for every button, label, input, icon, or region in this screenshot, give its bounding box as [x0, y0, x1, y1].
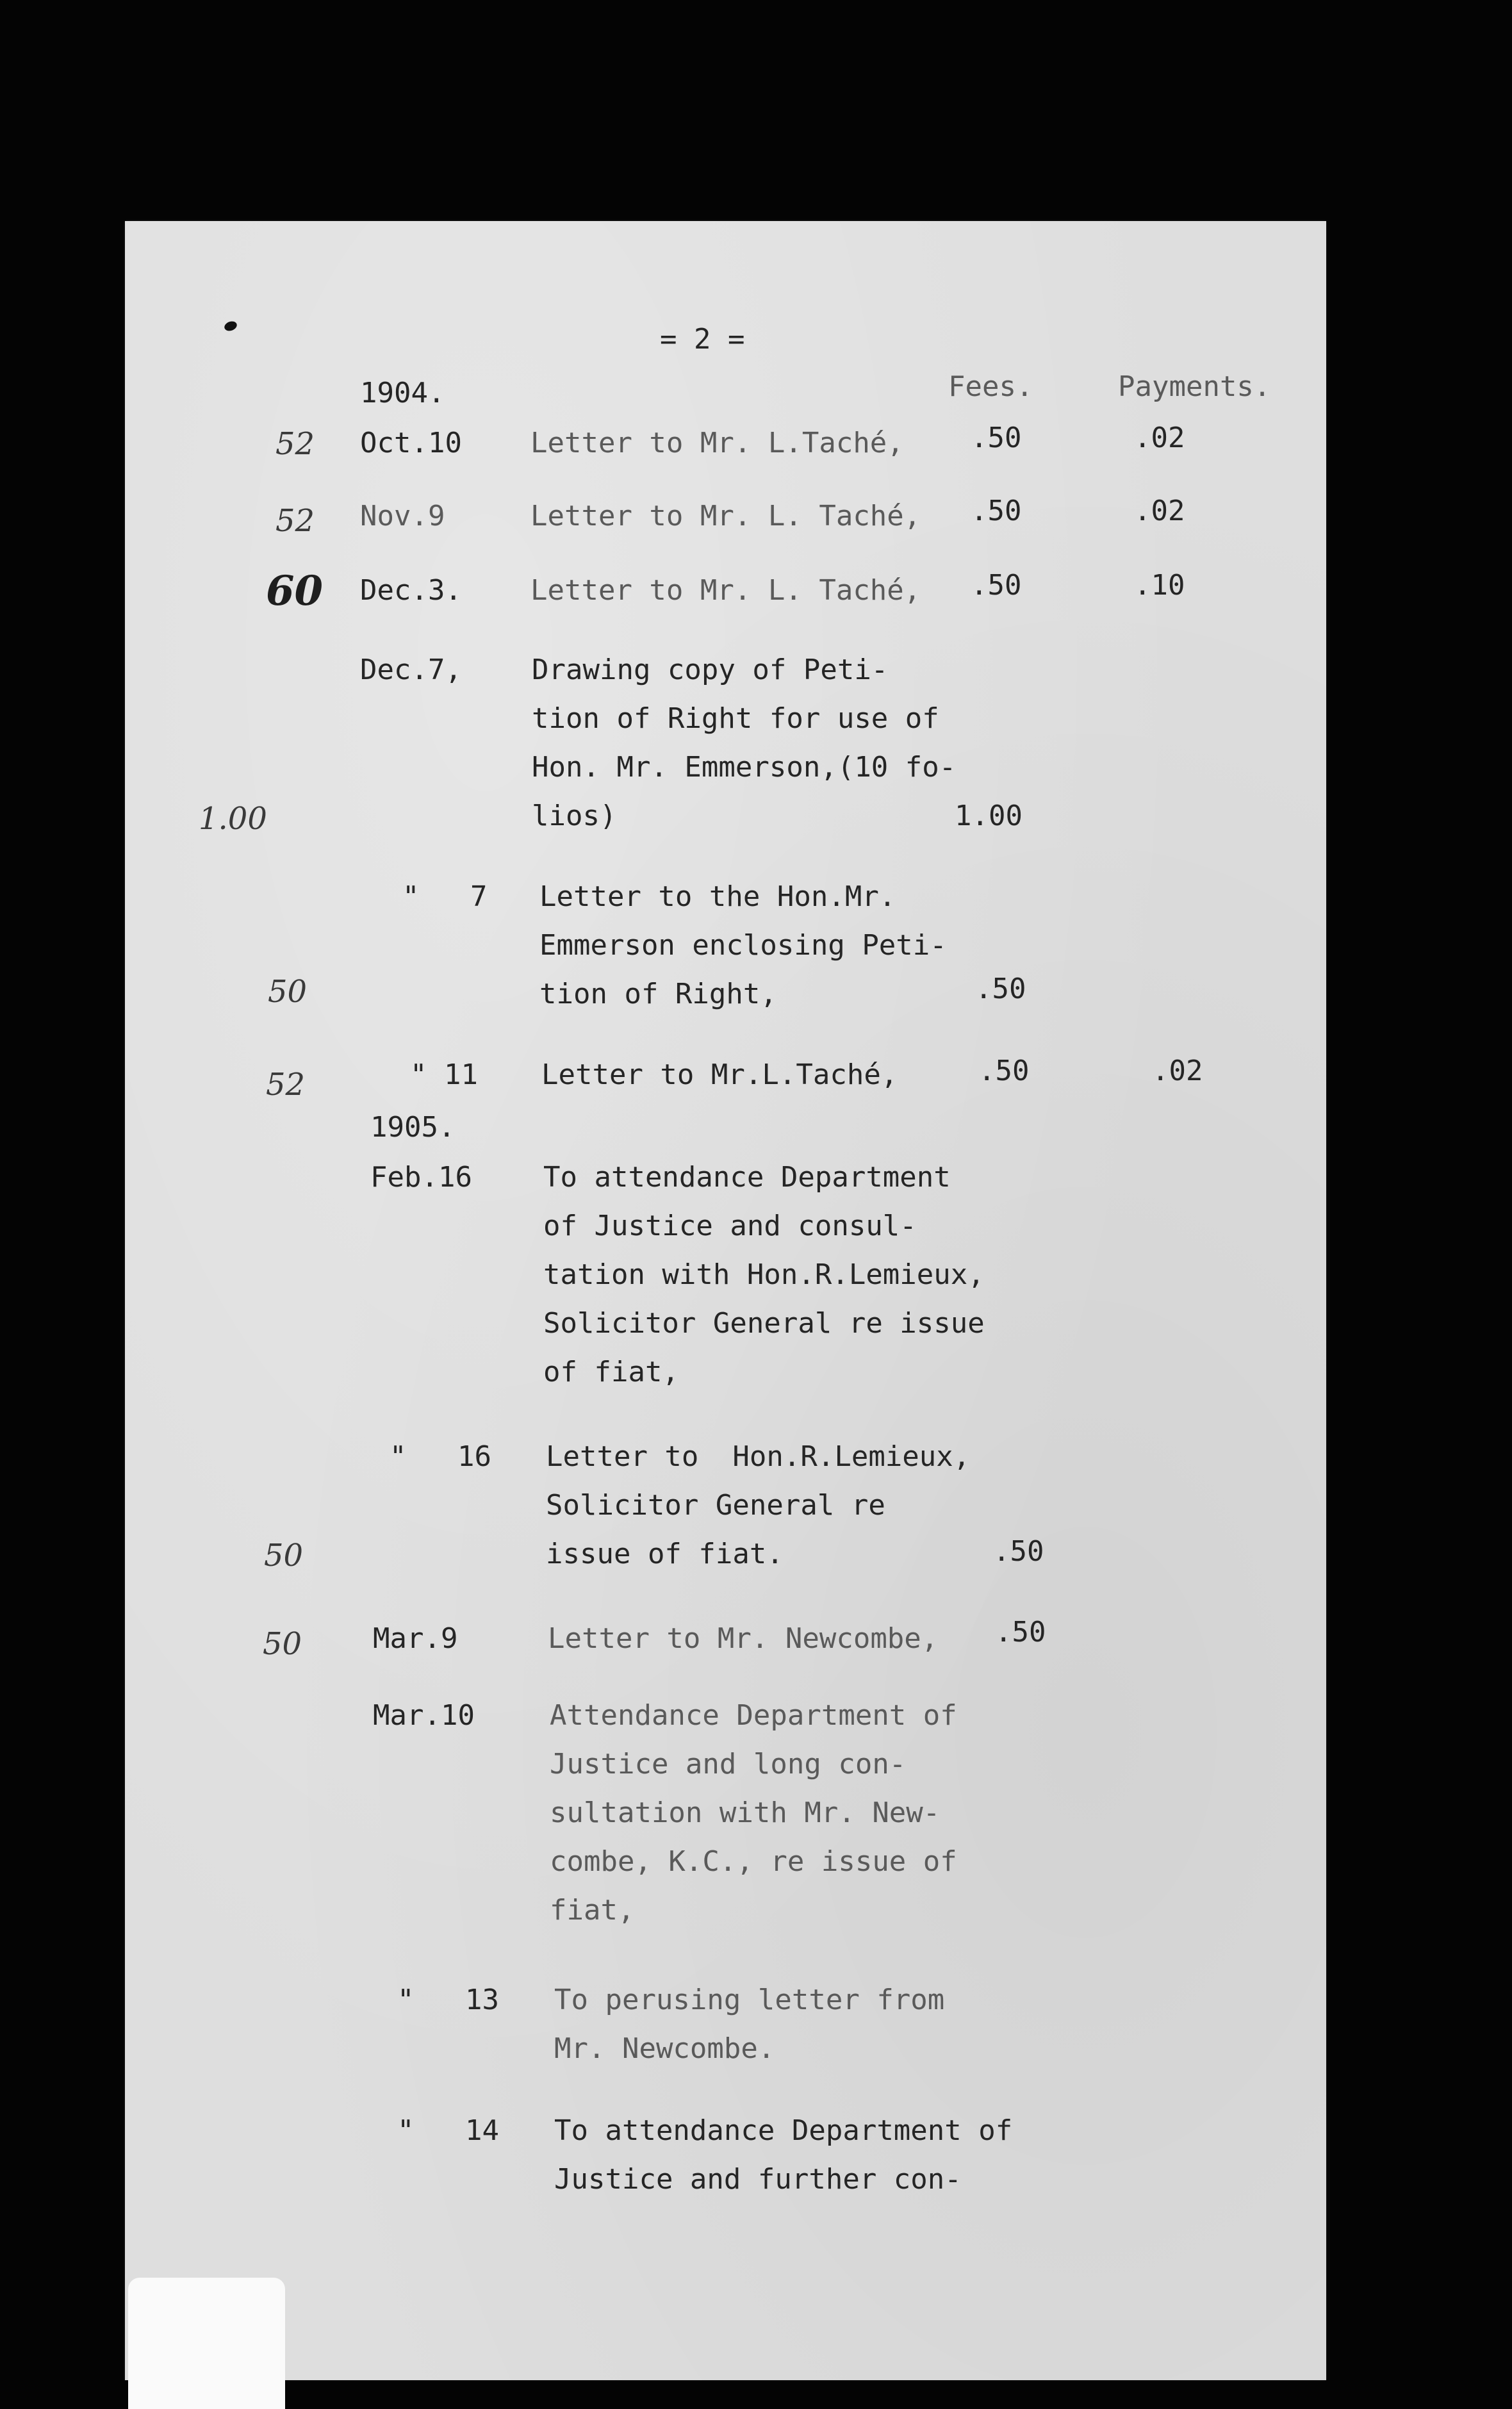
margin-note: 50: [263, 1626, 302, 1662]
entry-description-line: tation with Hon.R.Lemieux,: [543, 1258, 985, 1291]
entry-date: Dec.3.: [360, 574, 462, 607]
margin-note: 52: [275, 426, 315, 462]
entry-description: Letter to Mr. Newcombe,: [548, 1622, 939, 1655]
film-leader-tab: [128, 2278, 285, 2409]
entry-description: Letter to Mr. L. Taché,: [530, 500, 921, 532]
entry-date: " 14: [397, 2114, 499, 2147]
entry-description: Letter to Mr. L.Taché,: [530, 427, 904, 459]
margin-note: 52: [266, 1067, 306, 1103]
entry-payment: .10: [1134, 569, 1185, 602]
year-heading-1905: 1905.: [370, 1111, 456, 1144]
entry-description-line: Letter to the Hon.Mr.: [539, 880, 896, 913]
entry-fee: .50: [971, 422, 1022, 454]
payments-column-heading: Payments.: [1118, 370, 1271, 403]
entry-fee: .50: [993, 1535, 1044, 1568]
entry-date: " 16: [390, 1440, 491, 1473]
entry-description-line: To attendance Department: [543, 1161, 951, 1194]
entry-description-line: Letter to Mr.L.Taché,: [541, 1058, 898, 1091]
entry-date: Mar.10: [373, 1699, 475, 1732]
entry-date: Nov.9: [360, 500, 445, 532]
margin-note: 50: [264, 1538, 304, 1574]
entry-date: " 7: [402, 880, 488, 913]
entry-description-line: Justice and further con-: [554, 2163, 962, 2196]
entry-description-line: tion of Right,: [539, 978, 777, 1010]
entry-fee: .50: [971, 569, 1022, 602]
entry-payment: .02: [1152, 1055, 1203, 1087]
entry-description-line: fiat,: [550, 1894, 635, 1927]
entry-fee: .50: [975, 973, 1026, 1005]
page-number: = 2 =: [660, 323, 745, 356]
entry-date: Feb.16: [370, 1161, 472, 1194]
entry-description-line: Solicitor General re issue: [543, 1307, 985, 1340]
entry-description-line: of fiat,: [543, 1356, 679, 1388]
fees-column-heading: Fees.: [948, 370, 1033, 403]
entry-description: Letter to Mr. L. Taché,: [530, 574, 921, 607]
entry-payment: .02: [1134, 422, 1185, 454]
margin-note: 50: [268, 974, 308, 1010]
margin-note: 1.00: [199, 801, 267, 837]
entry-description-line: To perusing letter from: [554, 1984, 945, 2016]
entry-description-line: To attendance Department of: [554, 2114, 1013, 2147]
entry-description-line: Emmerson enclosing Peti-: [539, 929, 947, 962]
entry-fee: .50: [971, 495, 1022, 527]
entry-date: " 11: [410, 1058, 478, 1091]
margin-note: 52: [275, 503, 315, 539]
entry-payment: .02: [1134, 495, 1185, 527]
entry-description-line: issue of fiat.: [546, 1538, 784, 1570]
entry-description-line: Attendance Department of: [550, 1699, 957, 1732]
entry-description-line: Solicitor General re: [546, 1489, 885, 1522]
entry-description-line: Hon. Mr. Emmerson,(10 fo-: [532, 751, 957, 784]
entry-description-line: Mr. Newcombe.: [554, 2032, 775, 2065]
entry-description-line: combe, K.C., re issue of: [550, 1845, 957, 1878]
entry-description-line: tion of Right for use of: [532, 702, 939, 735]
entry-description-line: Drawing copy of Peti-: [532, 654, 889, 686]
year-heading-1904: 1904.: [360, 377, 445, 409]
entry-fee: .50: [978, 1055, 1030, 1087]
entry-description-line: of Justice and consul-: [543, 1210, 917, 1242]
entry-date: Oct.10: [360, 427, 462, 459]
entry-description-line: lios): [532, 800, 617, 832]
entry-date: " 13: [397, 1984, 499, 2016]
entry-date: Mar.9: [373, 1622, 458, 1655]
entry-description-line: sultation with Mr. New-: [550, 1796, 941, 1829]
entry-description-line: Justice and long con-: [550, 1748, 907, 1780]
entry-date: Dec.7,: [360, 654, 462, 686]
entry-description-line: Letter to Hon.R.Lemieux,: [546, 1440, 971, 1473]
entry-fee: 1.00: [955, 800, 1023, 832]
entry-fee: .50: [995, 1616, 1046, 1648]
margin-note: 60: [266, 567, 324, 615]
